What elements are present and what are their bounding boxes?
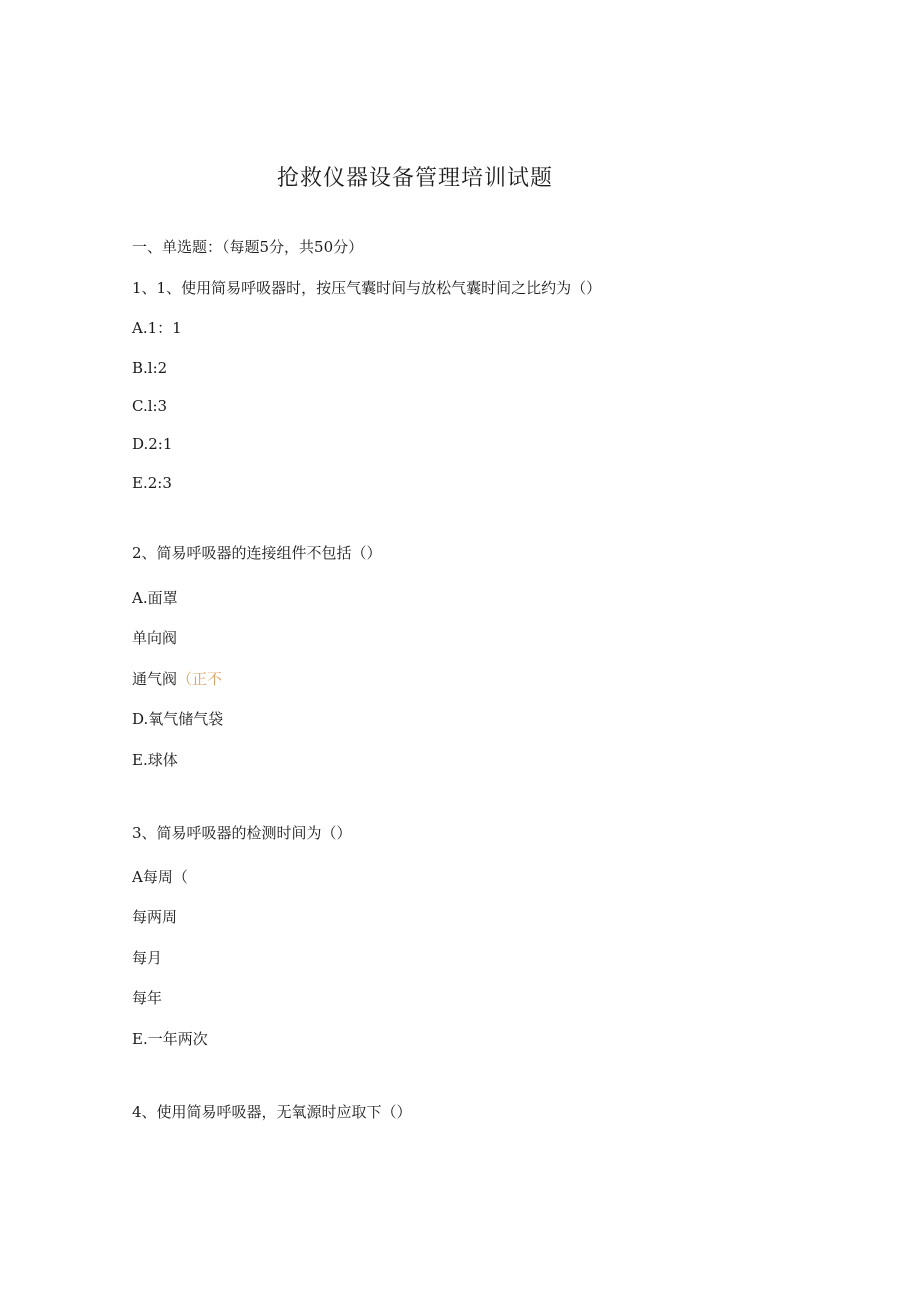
question-3-option-e: E.一年两次 bbox=[132, 1030, 208, 1048]
document-title: 抢救仪器设备管理培训试题 bbox=[276, 166, 553, 191]
question-2-stem: 2、简易呼吸器的连接组件不包括（） bbox=[132, 544, 382, 562]
question-3-option-d: 每年 bbox=[132, 989, 163, 1007]
question-1-option-d: D.2:1 bbox=[132, 435, 173, 453]
question-3-option-b: 每两周 bbox=[132, 908, 178, 926]
question-1-option-a: A.1：1 bbox=[132, 319, 182, 337]
question-2-option-e: E.球体 bbox=[132, 751, 178, 769]
question-2-option-d: D.氧气储气袋 bbox=[132, 710, 224, 728]
question-1-option-b: B.l:2 bbox=[132, 359, 168, 377]
question-3-option-c: 每月 bbox=[132, 949, 163, 967]
question-2-option-c-suffix: （正不 bbox=[177, 670, 223, 688]
question-4-stem: 4、使用简易呼吸器，无氧源时应取下（） bbox=[132, 1103, 412, 1121]
question-2-option-a: A.面罩 bbox=[132, 589, 178, 607]
question-1-option-c: C.l:3 bbox=[132, 397, 168, 415]
question-2-option-c-text: 通气阀 bbox=[132, 670, 178, 688]
question-3-option-a: A每周（ bbox=[132, 868, 188, 886]
question-1-stem: 1、1、使用简易呼吸器时，按压气囊时间与放松气囊时间之比约为（） bbox=[132, 279, 602, 297]
question-3-stem: 3、简易呼吸器的检测时间为（） bbox=[132, 824, 352, 842]
question-1-option-e: E.2:3 bbox=[132, 474, 172, 492]
question-2-option-c bbox=[132, 668, 222, 690]
question-2-option-b: 单向阀 bbox=[132, 629, 178, 647]
section-heading: 一、单选题：（每题5分，共50分） bbox=[132, 238, 364, 256]
